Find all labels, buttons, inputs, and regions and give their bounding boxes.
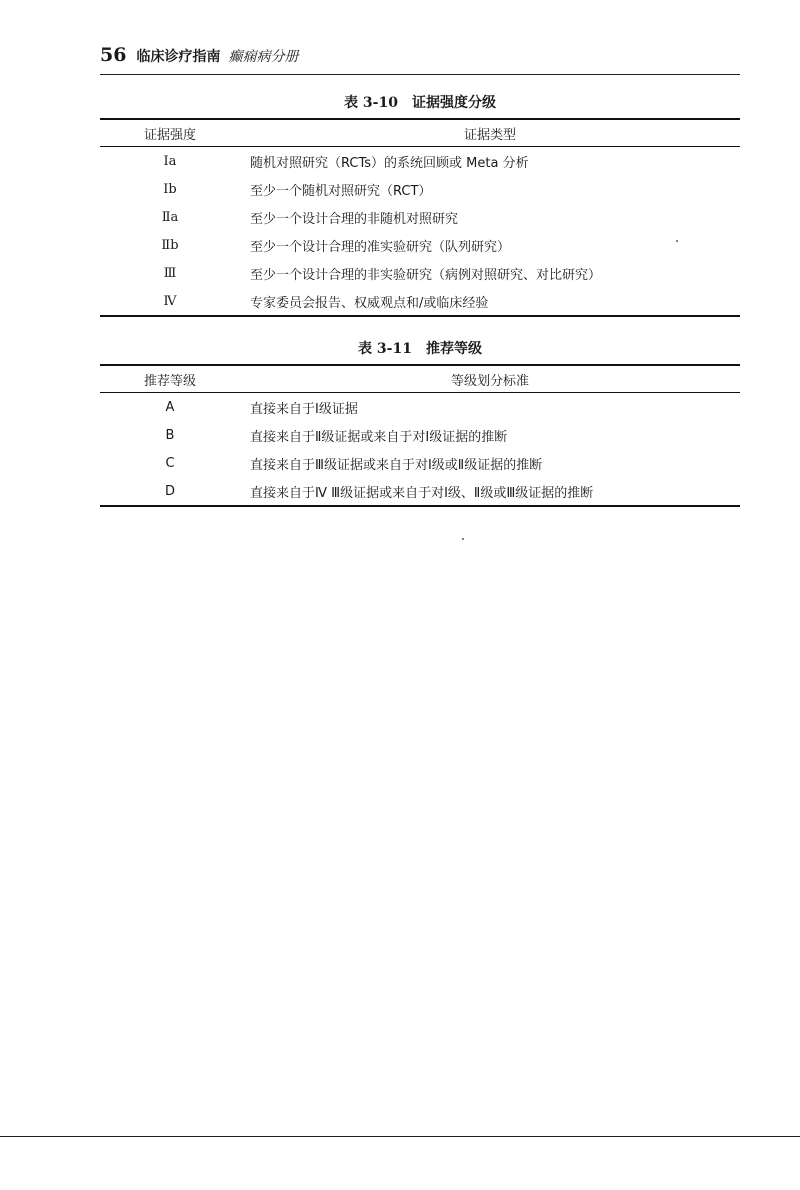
column-header-evidence-strength: 证据强度 — [100, 119, 240, 147]
column-header-grading-standard: 等级划分标准 — [240, 365, 740, 393]
scan-speck — [462, 538, 464, 540]
grading-standard: 直接来自于Ⅲ级证据或来自于对Ⅰ级或Ⅱ级证据的推断 — [250, 457, 543, 473]
recommendation-grade: A — [165, 399, 175, 415]
evidence-grade: Ⅳ — [100, 287, 240, 316]
evidence-type: 专家委员会报告、权威观点和/或临床经验 — [240, 287, 740, 316]
table-row — [100, 147, 740, 176]
evidence-grade: Ⅰb — [163, 181, 177, 197]
book-title: 临床诊疗指南 — [136, 49, 221, 65]
table-3-11-title: 推荐等级 — [425, 341, 482, 357]
evidence-grade: Ⅲ — [163, 265, 177, 281]
table-row — [100, 421, 740, 449]
evidence-type: 至少一个设计合理的非随机对照研究 — [250, 211, 459, 227]
table-header-row — [100, 365, 740, 393]
page-number: 56 — [100, 44, 127, 66]
evidence-type: 随机对照研究（RCTs）的系统回顾或 Meta 分析 — [250, 155, 529, 171]
evidence-type: 至少一个设计合理的非实验研究（病例对照研究、对比研究） — [250, 267, 602, 283]
book-subtitle: 癫痫病分册 — [228, 49, 299, 65]
header-rule — [100, 74, 740, 75]
grading-standard: 直接来自于Ⅱ级证据或来自于对Ⅰ级证据的推断 — [250, 429, 508, 445]
column-header-recommendation-grade: 推荐等级 — [100, 365, 240, 393]
recommendation-grade: B — [165, 427, 175, 443]
recommendation-grade: D — [100, 477, 240, 506]
table-3-10-title: 证据强度分级 — [411, 95, 496, 111]
table-header-row — [100, 119, 740, 147]
table-row — [100, 231, 740, 259]
table-row — [100, 175, 740, 203]
table-row — [100, 477, 740, 506]
table-row — [100, 393, 740, 422]
table-row — [100, 449, 740, 477]
grading-standard: 直接来自于Ⅰ级证据 — [250, 401, 358, 417]
evidence-grade: Ⅱa — [161, 209, 179, 225]
evidence-strength-table — [100, 118, 740, 317]
column-header-evidence-type: 证据类型 — [240, 119, 740, 147]
evidence-grade: Ⅰa — [163, 153, 177, 169]
table-3-10-number: 表 3-10 — [344, 95, 398, 111]
scan-speck — [676, 240, 678, 242]
table-row — [100, 203, 740, 231]
evidence-grade: Ⅱb — [161, 237, 179, 253]
evidence-type: 至少一个设计合理的准实验研究（队列研究） — [250, 239, 511, 255]
table-row — [100, 287, 740, 316]
table-3-11-number: 表 3-11 — [358, 341, 412, 357]
evidence-type: 至少一个随机对照研究（RCT） — [250, 183, 432, 199]
table-3-11-caption — [100, 338, 740, 358]
running-header — [100, 44, 740, 72]
recommendation-grade-table — [100, 364, 740, 507]
recommendation-grade: C — [165, 455, 175, 471]
table-3-10-caption — [100, 92, 740, 112]
table-row — [100, 259, 740, 287]
grading-standard: 直接来自于Ⅳ Ⅲ级证据或来自于对Ⅰ级、Ⅱ级或Ⅲ级证据的推断 — [240, 477, 740, 506]
scan-bottom-rule — [0, 1136, 800, 1137]
